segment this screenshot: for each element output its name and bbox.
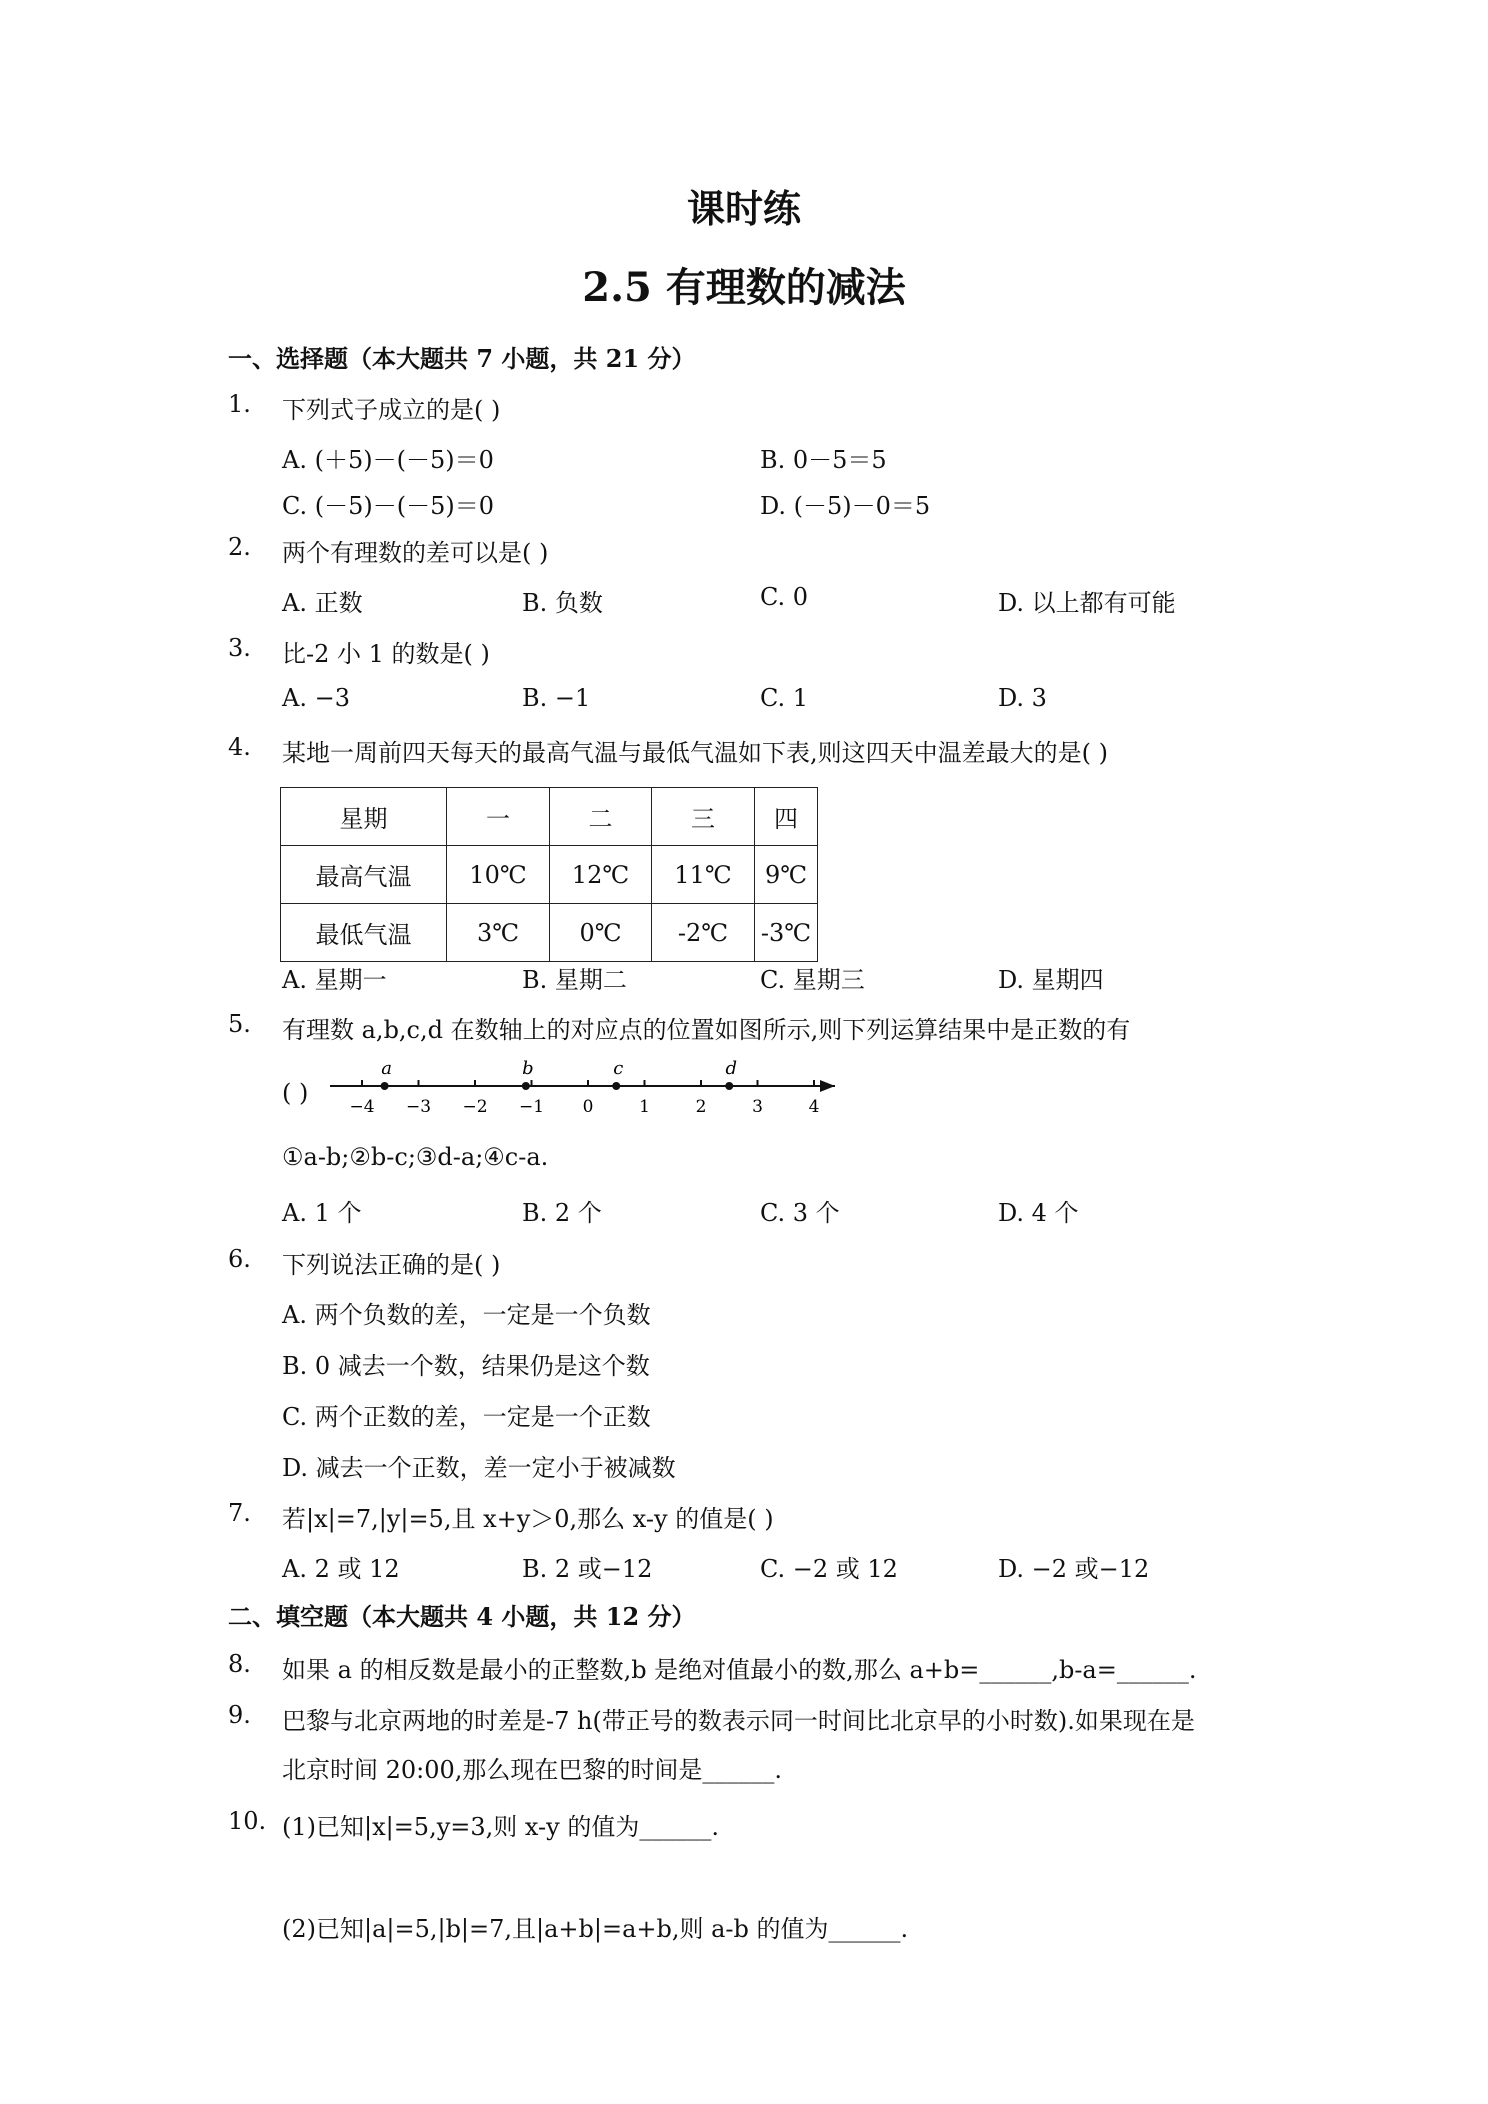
number-line-point-label: c: [613, 1058, 624, 1079]
number-line-point-label: b: [522, 1058, 534, 1079]
number-line-point-b: [522, 1082, 530, 1090]
table-cell: 12℃: [550, 846, 652, 904]
option-d: D. −2 或−12: [998, 1555, 1150, 1583]
number-line-tick-label: 4: [808, 1097, 820, 1117]
lesson-title: 2.5 有理数的减法: [582, 264, 906, 311]
question-number: 2.: [228, 533, 251, 561]
expression-list: ①a-b;②b-c;③d-a;④c-a.: [282, 1143, 549, 1171]
question-text: 若|x|=7,|y|=5,且 x+y＞0,那么 x-y 的值是( ): [282, 1505, 774, 1533]
question-number: 3.: [228, 634, 251, 662]
number-line-tick-label: 1: [639, 1097, 650, 1117]
table-cell: -3℃: [755, 904, 818, 962]
option-b: B. 星期二: [522, 966, 627, 994]
number-line-ticks: [330, 1080, 835, 1117]
question-text: 下列式子成立的是( ): [282, 396, 501, 424]
question-text: 某地一周前四天每天的最高气温与最低气温如下表,则这四天中温差最大的是( ): [282, 739, 1108, 767]
table-cell: 一: [447, 788, 550, 846]
option-c: C. −2 或 12: [760, 1555, 898, 1583]
option-d: D. 星期四: [998, 966, 1104, 994]
option-b: B. 0－5＝5: [760, 446, 887, 474]
answer-paren: ( ): [282, 1079, 309, 1107]
option-c: C. 星期三: [760, 966, 865, 994]
number-line-figure: [330, 1058, 850, 1128]
option-d: D. 4 个: [998, 1199, 1079, 1227]
question-number: 6.: [228, 1245, 251, 1273]
number-line-point-a: [381, 1082, 389, 1090]
option-a: A. 两个负数的差，一定是一个负数: [282, 1301, 651, 1329]
option-c: C. 3 个: [760, 1199, 840, 1227]
number-line-arrow: [820, 1080, 835, 1092]
question-text: 如果 a 的相反数是最小的正整数,b 是绝对值最小的数,那么 a+b=______,b-a=______.: [282, 1656, 1197, 1684]
option-a: A. −3: [282, 684, 350, 712]
temperature-table: [280, 787, 818, 962]
option-d: D. 减去一个正数，差一定小于被减数: [282, 1454, 676, 1482]
page-title: 课时练: [686, 186, 801, 231]
question-text: 下列说法正确的是( ): [282, 1251, 501, 1279]
number-line-point-label: d: [725, 1058, 738, 1079]
number-line-point-d: [725, 1082, 733, 1090]
number-line-tick-label: 0: [582, 1097, 594, 1117]
option-a: A. 正数: [282, 589, 363, 617]
table-cell: -2℃: [652, 904, 755, 962]
question-number: 4.: [228, 733, 251, 761]
table-cell: 9℃: [755, 846, 818, 904]
question-text: 比-2 小 1 的数是( ): [282, 640, 490, 668]
option-d: D. 以上都有可能: [998, 589, 1176, 617]
number-line-tick-label: −3: [405, 1097, 432, 1117]
table-cell: 3℃: [447, 904, 550, 962]
option-c: C. (－5)－(－5)＝0: [282, 492, 495, 520]
option-c: C. 0: [760, 583, 809, 611]
number-line-point-label: a: [381, 1058, 392, 1079]
number-line-tick-label: 3: [752, 1097, 763, 1117]
option-d: D. (－5)－0＝5: [760, 492, 931, 520]
option-b: B. 负数: [522, 589, 603, 617]
number-line-tick-label: −2: [462, 1097, 488, 1117]
question-text: 有理数 a,b,c,d 在数轴上的对应点的位置如图所示,则下列运算结果中是正数的有: [282, 1016, 1131, 1044]
question-text-cont: 北京时间 20:00,那么现在巴黎的时间是______.: [282, 1756, 783, 1784]
question-number: 8.: [228, 1650, 251, 1678]
option-b: B. −1: [522, 684, 591, 712]
question-text: (1)已知|x|=5,y=3,则 x-y 的值为______.: [282, 1813, 719, 1841]
option-d: D. 3: [998, 684, 1047, 712]
number-line-tick-label: −1: [518, 1097, 545, 1117]
table-row: [281, 846, 818, 904]
option-b: B. 2 个: [522, 1199, 602, 1227]
table-cell: 四: [755, 788, 818, 846]
option-a: A. (＋5)－(－5)＝0: [282, 446, 494, 474]
question-text-part2: (2)已知|a|=5,|b|=7,且|a+b|=a+b,则 a-b 的值为______.: [282, 1915, 909, 1943]
question-number: 1.: [228, 390, 251, 418]
option-c: C. 两个正数的差，一定是一个正数: [282, 1403, 651, 1431]
option-c: C. 1: [760, 684, 809, 712]
table-cell: 0℃: [550, 904, 652, 962]
table-cell: 10℃: [447, 846, 550, 904]
question-number: 9.: [228, 1701, 251, 1729]
table-row: [281, 904, 818, 962]
number-line-point-c: [612, 1082, 620, 1090]
option-b: B. 0 减去一个数，结果仍是这个数: [282, 1352, 650, 1380]
option-a: A. 星期一: [282, 966, 387, 994]
table-cell: 11℃: [652, 846, 755, 904]
question-number: 10.: [228, 1807, 267, 1835]
table-cell: 二: [550, 788, 652, 846]
table-cell: 最高气温: [281, 846, 447, 904]
number-line-tick-label: −4: [349, 1097, 375, 1117]
section-heading-fill: 二、填空题（本大题共 4 小题，共 12 分）: [228, 1602, 696, 1631]
option-a: A. 2 或 12: [282, 1555, 400, 1583]
question-number: 5.: [228, 1010, 251, 1038]
question-text: 两个有理数的差可以是( ): [282, 539, 549, 567]
question-number: 7.: [228, 1499, 251, 1527]
table-cell: 三: [652, 788, 755, 846]
question-text: 巴黎与北京两地的时差是-7 h(带正号的数表示同一时间比北京早的小时数).如果现在是: [282, 1707, 1195, 1735]
option-a: A. 1 个: [282, 1199, 362, 1227]
table-cell: 星期: [281, 788, 447, 846]
table-header-row: [281, 788, 818, 846]
section-heading-choice: 一、选择题（本大题共 7 小题，共 21 分）: [228, 344, 696, 373]
table-cell: 最低气温: [281, 904, 447, 962]
option-b: B. 2 或−12: [522, 1555, 653, 1583]
number-line-tick-label: 2: [695, 1097, 707, 1117]
